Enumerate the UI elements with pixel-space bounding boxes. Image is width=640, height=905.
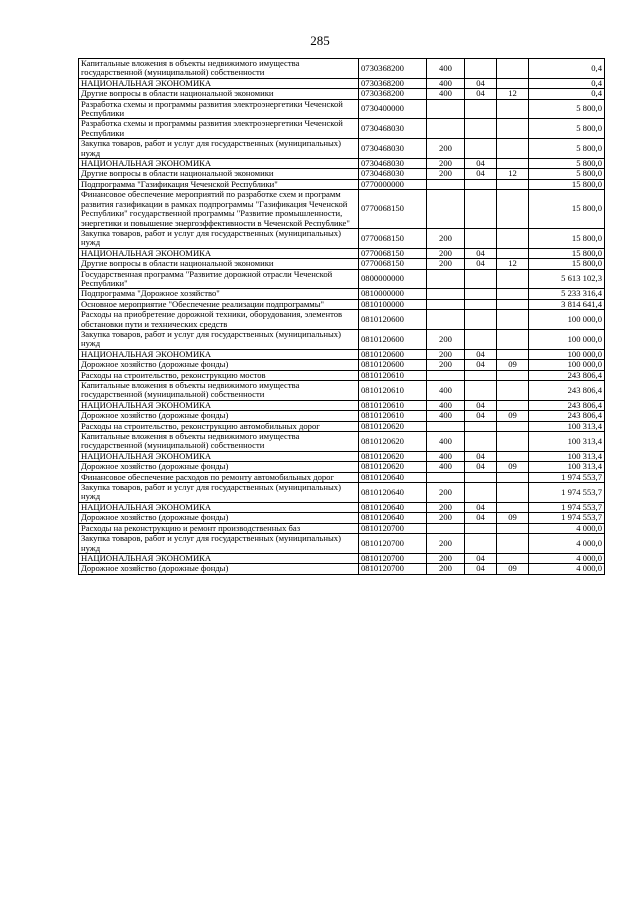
cell-amount: 15 800,0 xyxy=(529,259,605,269)
cell-subsection xyxy=(497,370,529,380)
cell-section: 04 xyxy=(465,360,497,370)
cell-name: Капитальные вложения в объекты недвижимого имущества государственной (муниципальной) собственности xyxy=(79,432,359,452)
table-row xyxy=(79,329,605,349)
table-row xyxy=(79,472,605,482)
table-row xyxy=(79,248,605,258)
table-row xyxy=(79,289,605,299)
cell-code: 0810120620 xyxy=(359,462,427,472)
cell-amount: 100 313,4 xyxy=(529,421,605,431)
cell-name: НАЦИОНАЛЬНАЯ ЭКОНОМИКА xyxy=(79,349,359,359)
cell-expense-type: 200 xyxy=(427,228,465,248)
cell-expense-type xyxy=(427,421,465,431)
cell-section xyxy=(465,310,497,330)
cell-subsection xyxy=(497,483,529,503)
cell-amount: 0,4 xyxy=(529,59,605,79)
cell-amount: 4 000,0 xyxy=(529,534,605,554)
table-row xyxy=(79,349,605,359)
table-row xyxy=(79,462,605,472)
cell-code: 0730468030 xyxy=(359,159,427,169)
table-row xyxy=(79,513,605,523)
cell-subsection xyxy=(497,99,529,119)
cell-section: 04 xyxy=(465,78,497,88)
cell-name: Дорожное хозяйство (дорожные фонды) xyxy=(79,513,359,523)
cell-section: 04 xyxy=(465,400,497,410)
cell-section: 04 xyxy=(465,451,497,461)
cell-code: 0810120610 xyxy=(359,370,427,380)
cell-amount: 243 806,4 xyxy=(529,411,605,421)
table-row xyxy=(79,159,605,169)
cell-amount: 100 000,0 xyxy=(529,349,605,359)
cell-subsection xyxy=(497,159,529,169)
table-row xyxy=(79,360,605,370)
cell-name: Дорожное хозяйство (дорожные фонды) xyxy=(79,411,359,421)
table-row xyxy=(79,502,605,512)
cell-name: Разработка схемы и программы развития электроэнергетики Чеченской Республики xyxy=(79,99,359,119)
table-row xyxy=(79,421,605,431)
table-row xyxy=(79,299,605,309)
cell-expense-type: 200 xyxy=(427,483,465,503)
cell-name: Расходы на строительство, реконструкцию мостов xyxy=(79,370,359,380)
cell-subsection xyxy=(497,310,529,330)
table-row xyxy=(79,139,605,159)
cell-expense-type: 200 xyxy=(427,349,465,359)
cell-section: 04 xyxy=(465,564,497,574)
cell-name: Основное мероприятие "Обеспечение реализации подпрограммы" xyxy=(79,299,359,309)
cell-section xyxy=(465,299,497,309)
cell-section: 04 xyxy=(465,248,497,258)
cell-name: Государственная программа "Развитие дорожной отрасли Чеченской Республики" xyxy=(79,269,359,289)
cell-amount: 15 800,0 xyxy=(529,228,605,248)
cell-expense-type: 200 xyxy=(427,360,465,370)
table-row xyxy=(79,59,605,79)
cell-amount: 243 806,4 xyxy=(529,370,605,380)
cell-amount: 100 313,4 xyxy=(529,432,605,452)
table-row xyxy=(79,432,605,452)
cell-code: 0770000000 xyxy=(359,179,427,189)
cell-amount: 5 800,0 xyxy=(529,169,605,179)
table-row xyxy=(79,400,605,410)
cell-expense-type xyxy=(427,99,465,119)
table-row xyxy=(79,310,605,330)
cell-name: Расходы на строительство, реконструкцию автомобильных дорог xyxy=(79,421,359,431)
cell-section xyxy=(465,523,497,533)
cell-section xyxy=(465,59,497,79)
table-row xyxy=(79,78,605,88)
cell-subsection xyxy=(497,119,529,139)
cell-code: 0810120700 xyxy=(359,534,427,554)
cell-amount: 5 613 102,3 xyxy=(529,269,605,289)
cell-code: 0800000000 xyxy=(359,269,427,289)
cell-code: 0810120600 xyxy=(359,349,427,359)
cell-expense-type xyxy=(427,289,465,299)
cell-amount: 5 800,0 xyxy=(529,159,605,169)
cell-name: Расходы на реконструкцию и ремонт производственных баз xyxy=(79,523,359,533)
cell-amount: 1 974 553,7 xyxy=(529,513,605,523)
cell-section xyxy=(465,421,497,431)
cell-amount: 4 000,0 xyxy=(529,553,605,563)
cell-amount: 100 313,4 xyxy=(529,462,605,472)
cell-amount: 0,4 xyxy=(529,89,605,99)
cell-subsection xyxy=(497,534,529,554)
cell-amount: 0,4 xyxy=(529,78,605,88)
cell-section xyxy=(465,99,497,119)
cell-code: 0810120600 xyxy=(359,360,427,370)
cell-section xyxy=(465,483,497,503)
table-row xyxy=(79,483,605,503)
cell-subsection xyxy=(497,502,529,512)
table-row xyxy=(79,523,605,533)
cell-code: 0730468030 xyxy=(359,139,427,159)
cell-subsection xyxy=(497,228,529,248)
cell-code: 0810120610 xyxy=(359,381,427,401)
cell-expense-type xyxy=(427,472,465,482)
cell-section: 04 xyxy=(465,502,497,512)
cell-expense-type: 400 xyxy=(427,400,465,410)
cell-section: 04 xyxy=(465,89,497,99)
cell-section xyxy=(465,179,497,189)
cell-name: НАЦИОНАЛЬНАЯ ЭКОНОМИКА xyxy=(79,400,359,410)
cell-name: Другие вопросы в области национальной экономики xyxy=(79,169,359,179)
cell-amount: 1 974 553,7 xyxy=(529,502,605,512)
cell-amount: 15 800,0 xyxy=(529,190,605,229)
cell-amount: 100 313,4 xyxy=(529,451,605,461)
table-row xyxy=(79,99,605,119)
cell-subsection xyxy=(497,190,529,229)
cell-name: Дорожное хозяйство (дорожные фонды) xyxy=(79,564,359,574)
cell-subsection xyxy=(497,289,529,299)
table-row xyxy=(79,119,605,139)
cell-subsection xyxy=(497,59,529,79)
cell-amount: 5 800,0 xyxy=(529,139,605,159)
cell-name: Подпрограмма "Газификация Чеченской Республики" xyxy=(79,179,359,189)
cell-name: Закупка товаров, работ и услуг для государственных (муниципальных) нужд xyxy=(79,329,359,349)
cell-subsection: 09 xyxy=(497,462,529,472)
cell-amount: 100 000,0 xyxy=(529,310,605,330)
cell-subsection: 09 xyxy=(497,411,529,421)
cell-name: НАЦИОНАЛЬНАЯ ЭКОНОМИКА xyxy=(79,451,359,461)
cell-code: 0810120620 xyxy=(359,421,427,431)
cell-expense-type: 200 xyxy=(427,248,465,258)
cell-subsection: 09 xyxy=(497,513,529,523)
cell-section xyxy=(465,472,497,482)
cell-expense-type: 400 xyxy=(427,59,465,79)
cell-section: 04 xyxy=(465,553,497,563)
cell-expense-type: 200 xyxy=(427,534,465,554)
cell-amount: 5 800,0 xyxy=(529,119,605,139)
cell-subsection xyxy=(497,139,529,159)
cell-code: 0810120640 xyxy=(359,513,427,523)
cell-name: Капитальные вложения в объекты недвижимого имущества государственной (муниципальной) собственности xyxy=(79,381,359,401)
cell-code: 0730368200 xyxy=(359,59,427,79)
cell-subsection xyxy=(497,553,529,563)
cell-expense-type xyxy=(427,269,465,289)
cell-code: 0810120620 xyxy=(359,432,427,452)
cell-subsection xyxy=(497,381,529,401)
cell-subsection xyxy=(497,421,529,431)
cell-subsection xyxy=(497,78,529,88)
table-row xyxy=(79,169,605,179)
cell-expense-type: 200 xyxy=(427,169,465,179)
cell-code: 0810120700 xyxy=(359,553,427,563)
cell-expense-type xyxy=(427,119,465,139)
cell-expense-type xyxy=(427,299,465,309)
cell-section xyxy=(465,534,497,554)
cell-amount: 15 800,0 xyxy=(529,248,605,258)
cell-name: Расходы на приобретение дорожной техники, оборудования, элементов обстановки пути и технических средств xyxy=(79,310,359,330)
cell-subsection xyxy=(497,432,529,452)
cell-amount: 4 000,0 xyxy=(529,564,605,574)
cell-code: 0810120640 xyxy=(359,483,427,503)
cell-expense-type: 200 xyxy=(427,159,465,169)
cell-section xyxy=(465,289,497,299)
cell-code: 0810120700 xyxy=(359,564,427,574)
cell-name: НАЦИОНАЛЬНАЯ ЭКОНОМИКА xyxy=(79,502,359,512)
cell-section xyxy=(465,381,497,401)
cell-name: Закупка товаров, работ и услуг для государственных (муниципальных) нужд xyxy=(79,228,359,248)
table-row xyxy=(79,179,605,189)
cell-amount: 100 000,0 xyxy=(529,329,605,349)
cell-expense-type xyxy=(427,179,465,189)
cell-amount: 4 000,0 xyxy=(529,523,605,533)
cell-amount: 15 800,0 xyxy=(529,179,605,189)
cell-amount: 1 974 553,7 xyxy=(529,472,605,482)
cell-section: 04 xyxy=(465,349,497,359)
cell-name: Финансовое обеспечение мероприятий по разработке схем и программ развития газификации в рамках подпрограммы "Газификация Чеченской Республики" государственной программы "Развитие промышленности, энергетики и повышение энергоэффективности в Чеченской Республике" xyxy=(79,190,359,229)
cell-section: 04 xyxy=(465,513,497,523)
cell-name: Другие вопросы в области национальной экономики xyxy=(79,89,359,99)
cell-code: 0810120610 xyxy=(359,400,427,410)
cell-code: 0730468030 xyxy=(359,119,427,139)
cell-subsection xyxy=(497,349,529,359)
cell-expense-type xyxy=(427,310,465,330)
cell-expense-type: 400 xyxy=(427,451,465,461)
cell-expense-type: 200 xyxy=(427,259,465,269)
cell-subsection xyxy=(497,400,529,410)
cell-name: Закупка товаров, работ и услуг для государственных (муниципальных) нужд xyxy=(79,534,359,554)
cell-expense-type xyxy=(427,190,465,229)
cell-section xyxy=(465,370,497,380)
table-row xyxy=(79,190,605,229)
budget-table xyxy=(78,58,605,575)
cell-name: НАЦИОНАЛЬНАЯ ЭКОНОМИКА xyxy=(79,553,359,563)
cell-expense-type: 400 xyxy=(427,89,465,99)
cell-section xyxy=(465,432,497,452)
cell-code: 0810120640 xyxy=(359,502,427,512)
cell-subsection xyxy=(497,523,529,533)
table-row xyxy=(79,411,605,421)
cell-expense-type: 200 xyxy=(427,329,465,349)
cell-code: 0810120620 xyxy=(359,451,427,461)
cell-name: Закупка товаров, работ и услуг для государственных (муниципальных) нужд xyxy=(79,483,359,503)
cell-subsection: 09 xyxy=(497,360,529,370)
cell-name: Дорожное хозяйство (дорожные фонды) xyxy=(79,462,359,472)
cell-section: 04 xyxy=(465,411,497,421)
cell-code: 0770068150 xyxy=(359,259,427,269)
cell-name: Закупка товаров, работ и услуг для государственных (муниципальных) нужд xyxy=(79,139,359,159)
cell-expense-type xyxy=(427,523,465,533)
cell-section xyxy=(465,190,497,229)
cell-amount: 100 000,0 xyxy=(529,360,605,370)
cell-subsection: 12 xyxy=(497,259,529,269)
cell-section: 04 xyxy=(465,159,497,169)
cell-subsection xyxy=(497,299,529,309)
cell-code: 0730368200 xyxy=(359,78,427,88)
cell-expense-type: 400 xyxy=(427,381,465,401)
cell-amount: 1 974 553,7 xyxy=(529,483,605,503)
cell-subsection xyxy=(497,472,529,482)
cell-code: 0730368200 xyxy=(359,89,427,99)
cell-subsection: 09 xyxy=(497,564,529,574)
table-row xyxy=(79,534,605,554)
cell-name: НАЦИОНАЛЬНАЯ ЭКОНОМИКА xyxy=(79,78,359,88)
cell-name: Подпрограмма "Дорожное хозяйство" xyxy=(79,289,359,299)
cell-code: 0810120610 xyxy=(359,411,427,421)
table-row xyxy=(79,564,605,574)
cell-expense-type: 400 xyxy=(427,432,465,452)
cell-amount: 3 814 641,4 xyxy=(529,299,605,309)
cell-expense-type: 400 xyxy=(427,462,465,472)
table-row xyxy=(79,228,605,248)
cell-name: Другие вопросы в области национальной экономики xyxy=(79,259,359,269)
cell-expense-type xyxy=(427,370,465,380)
cell-subsection xyxy=(497,179,529,189)
cell-expense-type: 400 xyxy=(427,78,465,88)
cell-section xyxy=(465,139,497,159)
cell-subsection xyxy=(497,248,529,258)
cell-code: 0810120700 xyxy=(359,523,427,533)
cell-section xyxy=(465,228,497,248)
cell-expense-type: 200 xyxy=(427,139,465,159)
cell-subsection xyxy=(497,451,529,461)
cell-section: 04 xyxy=(465,462,497,472)
cell-subsection xyxy=(497,269,529,289)
cell-section: 04 xyxy=(465,169,497,179)
table-row xyxy=(79,259,605,269)
cell-subsection xyxy=(497,329,529,349)
cell-code: 0730400000 xyxy=(359,99,427,119)
cell-name: Капитальные вложения в объекты недвижимого имущества государственной (муниципальной) собственности xyxy=(79,59,359,79)
cell-amount: 243 806,4 xyxy=(529,381,605,401)
cell-code: 0730468030 xyxy=(359,169,427,179)
cell-code: 0810100000 xyxy=(359,299,427,309)
cell-section: 04 xyxy=(465,259,497,269)
cell-code: 0810120640 xyxy=(359,472,427,482)
cell-code: 0770068150 xyxy=(359,248,427,258)
cell-name: НАЦИОНАЛЬНАЯ ЭКОНОМИКА xyxy=(79,248,359,258)
table-row xyxy=(79,269,605,289)
table-row xyxy=(79,370,605,380)
cell-expense-type: 200 xyxy=(427,513,465,523)
cell-name: Финансовое обеспечение расходов по ремонту автомобильных дорог xyxy=(79,472,359,482)
cell-section xyxy=(465,329,497,349)
table-body xyxy=(79,59,605,575)
cell-amount: 243 806,4 xyxy=(529,400,605,410)
cell-code: 0770068150 xyxy=(359,228,427,248)
cell-expense-type: 200 xyxy=(427,564,465,574)
table-row xyxy=(79,553,605,563)
cell-expense-type: 200 xyxy=(427,553,465,563)
cell-amount: 5 233 316,4 xyxy=(529,289,605,299)
cell-subsection: 12 xyxy=(497,89,529,99)
cell-code: 0810000000 xyxy=(359,289,427,299)
cell-name: Дорожное хозяйство (дорожные фонды) xyxy=(79,360,359,370)
cell-code: 0770068150 xyxy=(359,190,427,229)
table-row xyxy=(79,89,605,99)
cell-amount: 5 800,0 xyxy=(529,99,605,119)
table-row xyxy=(79,451,605,461)
page-number: 285 xyxy=(310,33,330,48)
cell-expense-type: 400 xyxy=(427,411,465,421)
cell-name: Разработка схемы и программы развития электроэнергетики Чеченской Республики xyxy=(79,119,359,139)
cell-name: НАЦИОНАЛЬНАЯ ЭКОНОМИКА xyxy=(79,159,359,169)
cell-section xyxy=(465,269,497,289)
table-row xyxy=(79,381,605,401)
cell-subsection: 12 xyxy=(497,169,529,179)
cell-code: 0810120600 xyxy=(359,310,427,330)
cell-code: 0810120600 xyxy=(359,329,427,349)
cell-expense-type: 200 xyxy=(427,502,465,512)
cell-section xyxy=(465,119,497,139)
